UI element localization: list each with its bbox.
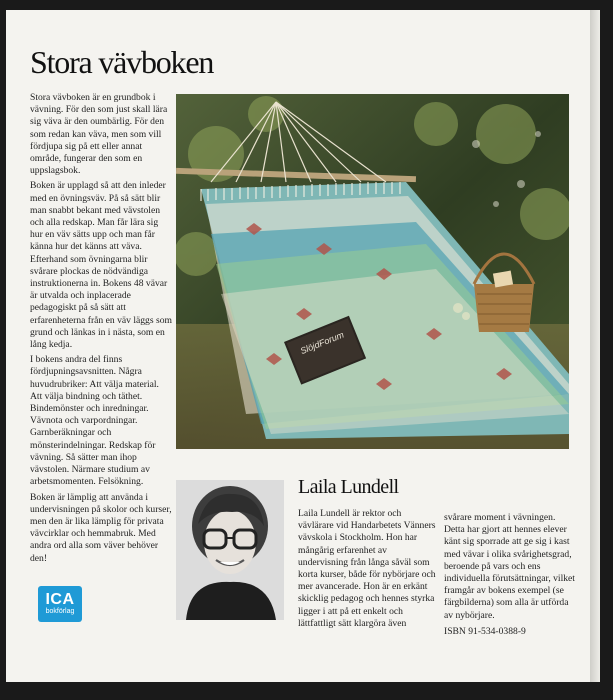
hammock-photo — [176, 94, 569, 449]
description-column — [30, 92, 172, 568]
description-paragraph: Boken är upplagd så att den inleder med en övningsväv. På så sätt blir man snabbt bekant med vävstolen och alla redskap. Man får lära sig hur en väv sätts upp och man får känna hur det känns att väva. Efterhand som övningarna blir svårare plockas de nödvändiga instruktionerna in. Bokens 48 vävar är utvalda och inplacerade pedagogiskt på så sätt att erfarenheterna från en väv läggs som grund och länkas in i nästa, som en lång kedja. — [30, 180, 172, 351]
description-paragraph: I bokens andra del finns fördjupningsavsnitten. Några huvudrubriker: Att välja material. Att välja bindning och täthet. Bindemönster och inredningar. Vävnota och varpordningar. Garnberäkningar och mönsterindelningar. Redskap för vävning. Så sätter man ihop vävstolen. Närmare studium av arbetsmomenten. Felsökning. — [30, 354, 159, 488]
author-bio-right — [444, 512, 576, 638]
author-name: Laila Lundell — [298, 476, 399, 498]
author-bio-text: svårare moment i vävningen. Detta har gjort att hennes elever känt sig sporrade att ge sig i kast med vävar i olika svårighetsgrad, beroende på vars och ens individuella förutsättningar, vilket framgår av bokens exempel (se färgbilderna) som alla är utförda av nybörjare. — [444, 512, 575, 621]
description-paragraph: Stora vävboken är en grundbok i vävning. För den som just skall lära sig väva är den oumbärlig. För den som redan kan väva, men som vill fördjupa sig på ett eller annat område, fungerar den som en uppslagsbok. — [30, 92, 168, 177]
description-paragraph: Boken är lämplig att använda i undervisningen på skolor och kurser, men den är lika lämplig för privata vävcirklar och hemmabruk. Med andra ord alla som väver behöver den! — [30, 491, 172, 564]
author-bio-text: Laila Lundell är rektor och vävlärare vid Handarbetets Vänners vävskola i Stockholm. Hon har mångårig erfarenhet av undervisning från långa såväl som korta kurser, både för nybörjare och mer avancerade. Hon är en erkänt skicklig pedagog och hennes styrka ligger i att på ett enkelt och lättfattligt sätt klargöra även — [298, 508, 436, 629]
book-title: Stora vävboken — [30, 44, 214, 80]
hammock-illustration — [176, 94, 569, 449]
isbn: ISBN 91-534-0388-9 — [444, 625, 526, 637]
ica-bokforlag-logo — [38, 586, 82, 622]
author-portrait-illustration — [176, 480, 284, 620]
logo-brand: ICA — [45, 591, 75, 608]
author-bio-left — [298, 508, 438, 630]
logo-sub: bokförlag — [45, 608, 75, 615]
photo-book-label: SlöjdForum — [298, 329, 346, 357]
author-portrait — [176, 480, 284, 620]
cover-edge — [590, 10, 600, 682]
